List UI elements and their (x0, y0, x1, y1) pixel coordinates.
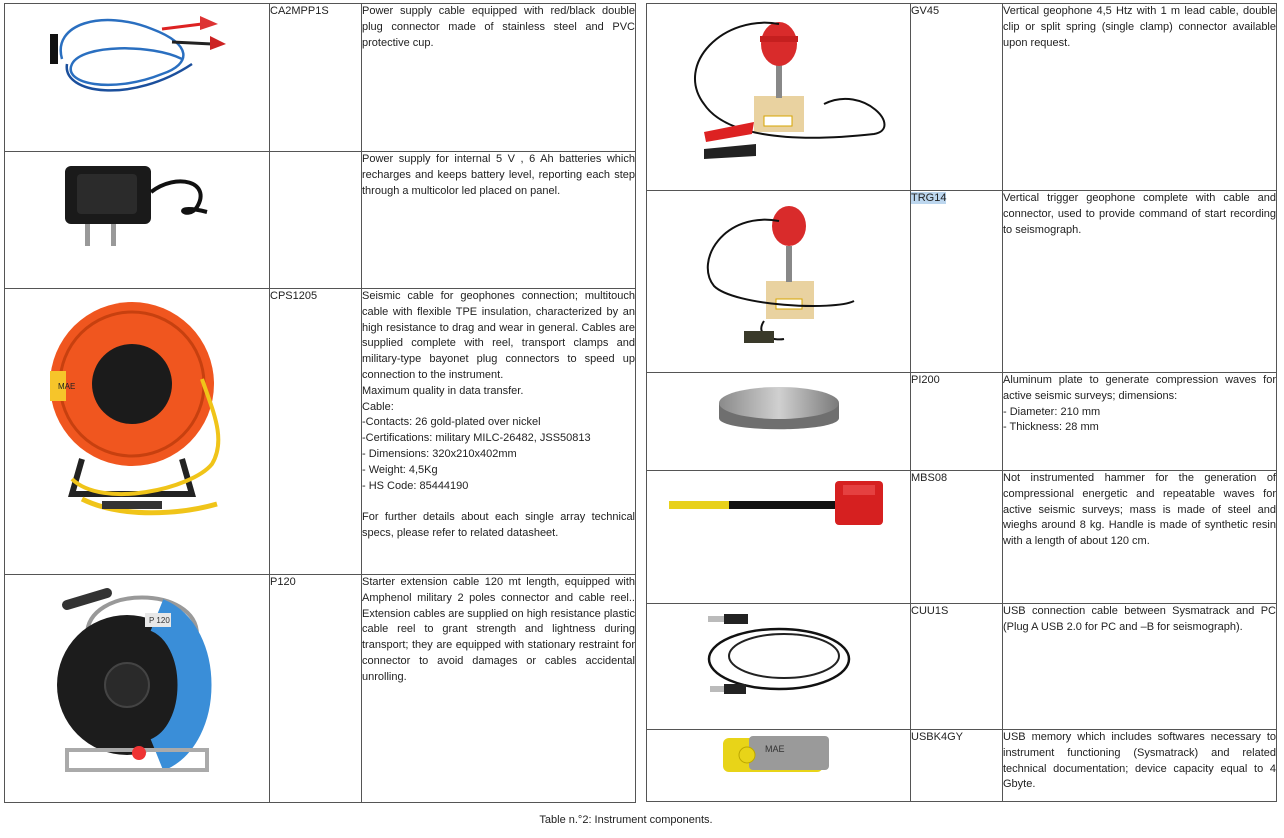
component-code (911, 191, 1003, 373)
component-description: USB connection cable between Sysmatrack and PC (Plug A USB 2.0 for PC and –B for seismograph). (1003, 604, 1277, 730)
product-image (5, 289, 270, 575)
usb-stick-icon (719, 730, 839, 780)
reel-logo-text: MAE (58, 382, 76, 391)
product-image (5, 152, 270, 289)
component-code: USBK4GY (911, 730, 1003, 802)
product-image (5, 575, 270, 803)
component-description: Vertical geophone 4,5 Htz with 1 m lead cable, double clip or split spring (single clamp) connector available upon request. (1003, 4, 1277, 191)
product-image (647, 191, 911, 373)
cable-reel-orange-icon (42, 289, 232, 529)
table-row (647, 373, 1277, 471)
geophone-clamps-icon (664, 4, 894, 174)
component-description: Power supply cable equipped with red/black double plug connector made of stainless steel and PVC protective cup. (362, 4, 636, 152)
left-components-table (4, 3, 636, 803)
component-code: PI200 (911, 373, 1003, 471)
product-image (647, 4, 911, 191)
component-code: CA2MPP1S (270, 4, 362, 152)
usb-logo-text: MAE (764, 744, 785, 754)
component-description: Seismic cable for geophones connection; multitouch cable with flexible TPE insulation, characterized by an high resistance to drag and wear in general. Cables are supplied complete with reel, transport clamps and military-type bayonet plug connectors to speed up connection to the instrument. Maximum quality in data transfer. Cable: -Contacts: 26 gold-plated over nickel -Certifications: military MILC-26482, JSS50813 - Dimensions: 320x210x402mm - Weight: 4,5Kg - HS Code: 85444190 For further details about each single array technical specs, please refer to related datasheet. (362, 289, 636, 575)
trigger-geophone-icon (684, 191, 874, 351)
component-description: Aluminum plate to generate compression waves for active seismic surveys; dimensions: - Diameter: 210 mm - Thickness: 28 mm (1003, 373, 1277, 471)
right-components-table (646, 3, 1277, 802)
reel-label-text: P 120 (149, 616, 170, 625)
usb-cable-icon (694, 604, 864, 704)
table-row (5, 289, 636, 575)
cable-reel-blue-icon (47, 575, 227, 785)
product-image (647, 730, 911, 802)
product-image (647, 373, 911, 471)
highlighted-code: TRG14 (911, 192, 947, 204)
component-code: MBS08 (911, 471, 1003, 604)
table-caption: Table n.°2: Instrument components. (539, 814, 713, 826)
product-image (647, 471, 911, 604)
component-code: P120 (270, 575, 362, 803)
table-row (5, 4, 636, 152)
sledgehammer-icon (659, 471, 899, 541)
component-code (270, 152, 362, 289)
component-code: GV45 (911, 4, 1003, 191)
component-code: CUU1S (911, 604, 1003, 730)
aluminum-plate-icon (709, 373, 849, 443)
component-description: Not instrumented hammer for the generation of compressional energetic and repeatable waves for active seismic surveys; mass is made of steel and wieghs around 8 kg. Handle is made of synthetic resin with a length of about 120 cm. (1003, 471, 1277, 604)
table-row (5, 575, 636, 803)
power-cable-clamps-icon (42, 4, 232, 114)
component-description: Vertical trigger geophone complete with cable and connector, used to provide command of start recording to seismograph. (1003, 191, 1277, 373)
table-row (647, 730, 1277, 802)
table-row (647, 471, 1277, 604)
component-code: CPS1205 (270, 289, 362, 575)
table-row (647, 4, 1277, 191)
table-row (5, 152, 636, 289)
battery-charger-icon (47, 152, 227, 252)
product-image (5, 4, 270, 152)
component-description: Starter extension cable 120 mt length, equipped with Amphenol military 2 poles connector and cable reel.. Extension cables are supplied on high resistance plastic cable reel to grant strength and lightness during transport; they are equipped with stationary restraint for connector to avoid damages or cables accidental unrolling. (362, 575, 636, 803)
component-description: Power supply for internal 5 V , 6 Ah batteries which recharges and keeps battery level, reporting each step through a multicolor led placed on panel. (362, 152, 636, 289)
component-description: USB memory which includes softwares necessary to instrument functioning (Sysmatrack) and related technical documentation; device capacity equal to 4 Gbyte. (1003, 730, 1277, 802)
table-row (647, 604, 1277, 730)
product-image (647, 604, 911, 730)
table-row (647, 191, 1277, 373)
